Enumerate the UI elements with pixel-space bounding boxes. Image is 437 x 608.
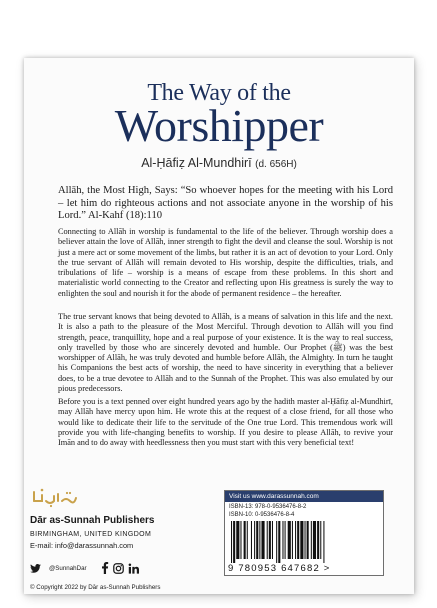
publisher-city: BIRMINGHAM, UNITED KINGDOM	[30, 531, 152, 538]
barcode	[229, 521, 379, 563]
description-paragraph: Before you is a text penned over eight hundred years ago by the hadith master al-Ḥāfiẓ al-Mundhirī, may Allāh have mercy upon him. He wrote this at the request of a close friend, for all those who would like to dedicate their life to the servitude of the One true Lord. This tremendous work will provide you with life-changing benefits to worship. If you desire to please Allāh, to revive your Imān and to do away with heedlessness then you must start with this very beneficial text!	[58, 397, 393, 448]
author-death-date: (d. 656H)	[255, 159, 297, 170]
description-paragraph: Connecting to Allāh in worship is fundamental to the life of the believer. Through worship does a believer attain the love of Allāh, inner strength to fight the devil and cleanse the soul. Worship is not just a mere act or some movement of the limbs, but rather it is an act of devotion to your Lord. Only the true servant of Allāh will remain devoted to His worship, despite the difficulties, trials, and tribulations of life – worship is a means of escape from these problems. In this short and materialistic world connecting to the Creator and reflecting upon His greatness is surely the way to enlighten the soul and nourish it for the abode of permanent residence – the hereafter.	[58, 227, 393, 298]
author-name: Al-Ḥāfiẓ Al-Mundhirī	[141, 156, 252, 170]
publisher-info	[30, 515, 154, 550]
website-link[interactable]: Visit us www.darassunnah.com	[225, 491, 383, 502]
twitter-icon[interactable]	[30, 564, 41, 573]
copyright-notice: © Copyright 2022 by Dār as-Sunnah Publishers	[30, 584, 161, 591]
isbn-numbers	[229, 504, 306, 519]
social-handle: @SunnahDar	[49, 564, 87, 572]
publisher-name: Dār as-Sunnah Publishers	[30, 515, 155, 526]
isbn-13: ISBN-13: 978-0-9536476-8-2	[229, 504, 307, 510]
publisher-logo	[30, 485, 80, 509]
book-back-cover	[24, 58, 414, 594]
description-paragraph: The true servant knows that being devoted to Allāh, is a means of salvation in this life and the next. It is also a path to the pleasure of the Most Merciful. Through devotion to Allāh will you find strength, peace, tranquillity, hope and a real purpose of your existence. It is the way to real success, only travelled by those who are sincerely devoted and humble. Our Prophet (ﷺ) was the best worshipper of Allāh, he was truly devoted and humble before Allāh, the Almighty. In turn he taught his Companions the best acts of worship, the need to have sincerity in everything that a believer does, to be a true devotee to Allāh and to the Sunnah of the Prophet. This was also emulated by our pious predecessors.	[58, 312, 393, 394]
instagram-icon[interactable]	[113, 563, 124, 574]
title-line-2: Worshipper	[114, 100, 324, 151]
isbn-barcode-box	[224, 490, 384, 576]
publisher-email[interactable]: E-mail: info@darassunnah.com	[30, 541, 134, 550]
barcode-digits: 9 780953 647682 >	[228, 563, 331, 574]
social-links	[30, 562, 143, 574]
linkedin-icon[interactable]	[128, 563, 139, 574]
isbn-10: ISBN-10: 0-9536476-8-4	[229, 511, 295, 518]
author-line	[24, 156, 414, 170]
quran-quote: Allāh, the Most High, Says: “So whoever hopes for the meeting with his Lord – let him do righteous actions and not associate anyone in the worship of his Lord.” Al-Kahf (18):110	[58, 185, 393, 222]
facebook-icon[interactable]	[101, 562, 109, 574]
title-line-1: The Way of the	[147, 80, 291, 106]
